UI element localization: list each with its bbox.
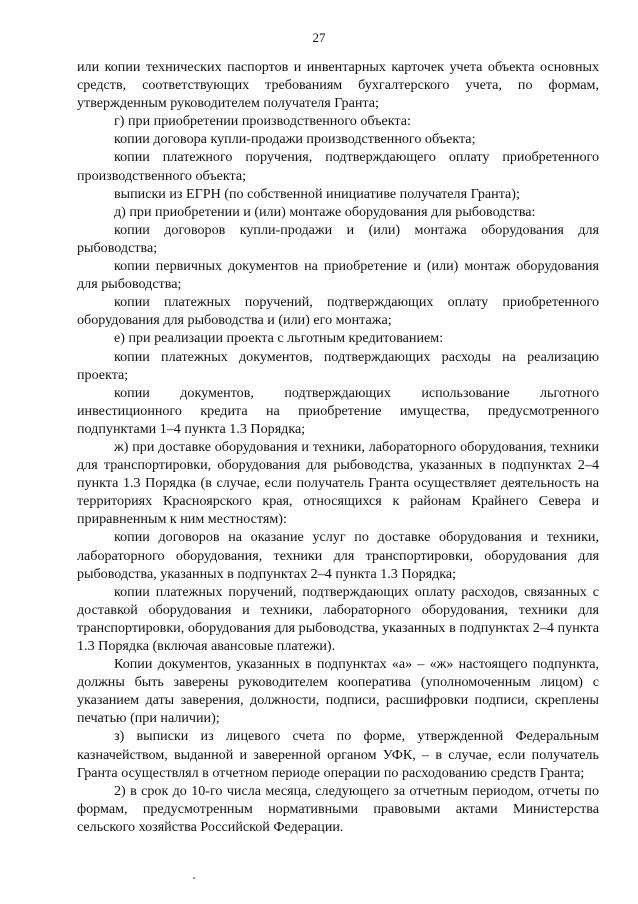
paragraph-item-g: г) при приобретении производственного объекта: bbox=[114, 113, 411, 130]
paragraph-item-e: е) при реализации проекта с льготным кредитованием: bbox=[114, 330, 444, 347]
paragraph-certification: Копии документов, указанных в подпунктах «а» – «ж» настоящего подпункта, должны быть заверены руководителем кооператива (уполномоченным лицом) с указанием даты заверения, должности, подписи, расшифровки подписи, скреплены печатью (при наличии); bbox=[77, 656, 599, 727]
paragraph: копии договоров на оказание услуг по доставке оборудования и техники, лабораторного оборудования, техники для транспортировки, оборудования для рыбоводства, указанных в подпунктах 2–4 пункта 1.3 Порядка; bbox=[77, 529, 599, 582]
page-number: 27 bbox=[312, 30, 326, 45]
paragraph: копии платежных поручений, подтверждающих оплату приобретенного оборудования для рыбоводства и (или) его монтажа; bbox=[77, 294, 599, 329]
paragraph: копии документов, подтверждающих использование льготного инвестиционного кредита на приобретение имущества, предусмотренного подпунктами 1–4 пункта 1.3 Порядка; bbox=[77, 384, 599, 437]
paragraph: копии договоров купли-продажи и (или) монтажа оборудования для рыбоводства; bbox=[77, 221, 599, 256]
paragraph-item-2: 2) в срок до 10-го числа месяца, следующего за отчетным периодом, отчеты по формам, предусмотренным нормативными правовыми актами Министерства сельского хозяйства Российской Федерации. bbox=[77, 782, 599, 835]
paragraph: выписки из ЕГРН (по собственной инициативе получателя Гранта); bbox=[114, 185, 520, 202]
paragraph: копии платежных документов, подтверждающих расходы на реализацию проекта; bbox=[77, 348, 599, 383]
paragraph: копии платежных поручений, подтверждающих оплату расходов, связанных с доставкой оборудования и техники, лабораторного оборудования, техники для транспортировки, оборудования для рыбоводства, указанных в подпунктах 2–4 пункта 1.3 Порядка (включая авансовые платежи). bbox=[77, 583, 599, 654]
paragraph-continuation: или копии технических паспортов и инвентарных карточек учета объекта основных средств, соответствующих требованиям бухгалтерского учета, по формам, утвержденным руководителем получателя Гранта; bbox=[77, 59, 599, 112]
document-body bbox=[77, 58, 599, 836]
scan-artifact-dot bbox=[193, 877, 195, 879]
paragraph-item-zh: ж) при доставке оборудования и техники, лабораторного оборудования, техники для транспортировки, оборудования для рыбоводства, указанных в подпунктах 2–4 пункта 1.3 Порядка (в случае, если получатель Гранта осуществляет деятельность на территориях Красноярского края, относящихся к районам Крайнего Севера и приравненным к ним местностям): bbox=[77, 438, 599, 528]
paragraph: копии первичных документов на приобретение и (или) монтаж оборудования для рыбоводства; bbox=[77, 258, 599, 293]
paragraph-item-z: з) выписки из лицевого счета по форме, утвержденной Федеральным казначейством, выданной и заверенной органом УФК, – в случае, если получатель Гранта осуществлял в отчетном периоде операции по расходованию средств Гранта; bbox=[77, 728, 599, 781]
paragraph: копии договора купли-продажи производственного объекта; bbox=[114, 131, 476, 148]
paragraph-item-d: д) при приобретении и (или) монтаже оборудования для рыбоводства: bbox=[114, 203, 536, 220]
paragraph: копии платежного поручения, подтверждающего оплату приобретенного производственного объекта; bbox=[77, 149, 599, 184]
